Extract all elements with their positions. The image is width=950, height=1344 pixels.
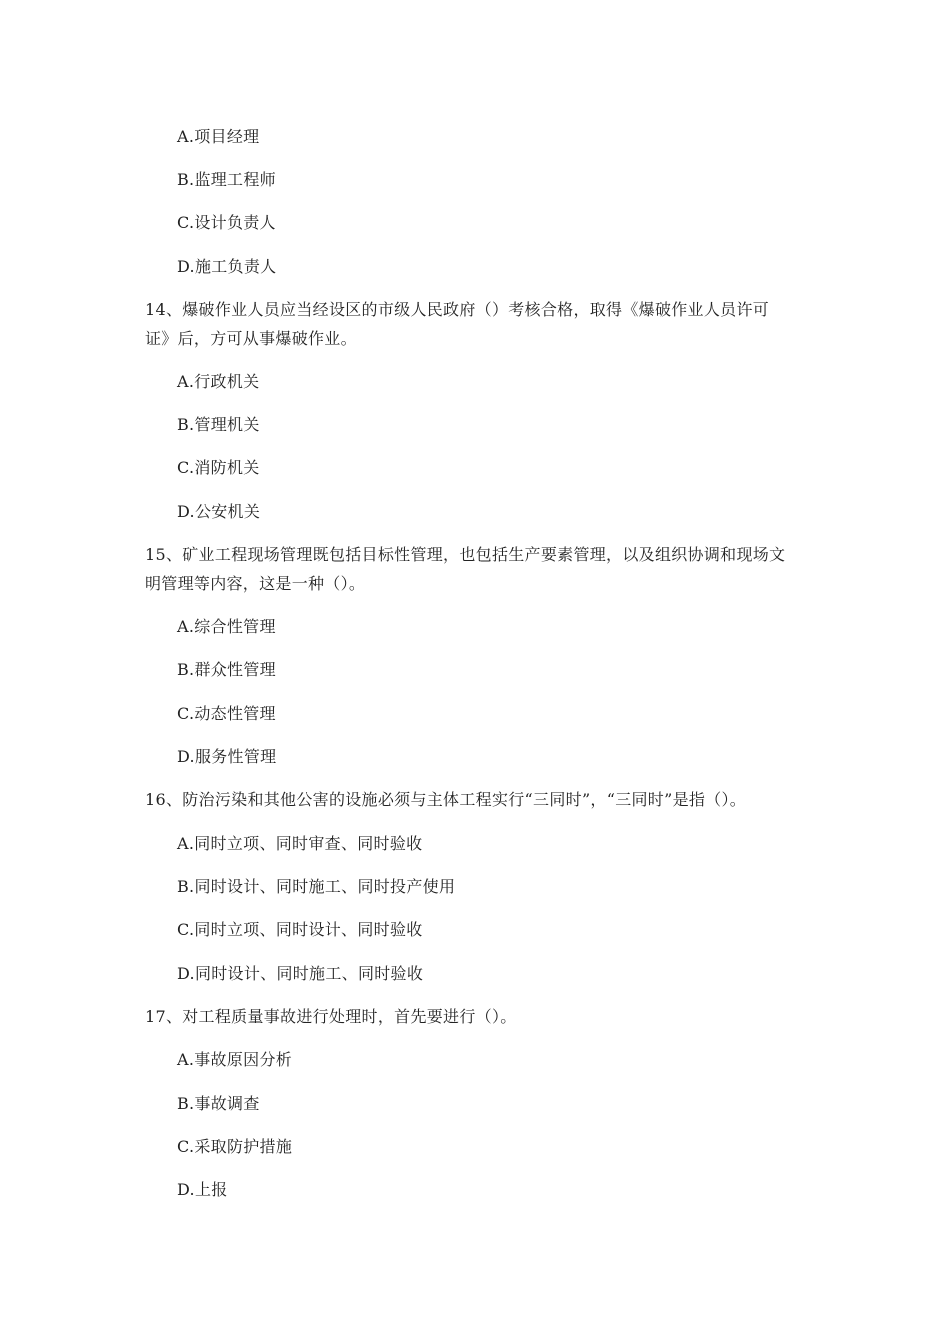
q13-option-a: A.项目经理: [177, 127, 260, 146]
q14-option-c: C.消防机关: [177, 458, 260, 477]
q17-option-b: B.事故调查: [177, 1094, 260, 1113]
q16-option-a: A.同时立项、同时审查、同时验收: [177, 834, 423, 853]
q17-option-d: D.上报: [177, 1180, 228, 1199]
q15-option-d: D.服务性管理: [177, 747, 277, 766]
q16-option-d: D.同时设计、同时施工、同时验收: [177, 964, 424, 983]
q15-stem-line1: 15、矿业工程现场管理既包括目标性管理，也包括生产要素管理，以及组织协调和现场文: [145, 545, 786, 564]
q15-option-b: B.群众性管理: [177, 660, 276, 679]
q13-option-c: C.设计负责人: [177, 213, 276, 232]
q15-option-a: A.综合性管理: [177, 617, 276, 636]
q16-stem-line1: 16、防治污染和其他公害的设施必须与主体工程实行“三同时”，“三同时”是指（）。: [145, 790, 747, 809]
q14-stem-line1: 14、爆破作业人员应当经设区的市级人民政府（）考核合格，取得《爆破作业人员许可: [145, 300, 770, 319]
q17-stem-line1: 17、对工程质量事故进行处理时，首先要进行（）。: [145, 1007, 517, 1026]
q13-option-b: B.监理工程师: [177, 170, 276, 189]
q17-option-c: C.采取防护措施: [177, 1137, 293, 1156]
q14-option-d: D.公安机关: [177, 502, 261, 521]
q14-option-b: B.管理机关: [177, 415, 260, 434]
q16-option-b: B.同时设计、同时施工、同时投产使用: [177, 877, 456, 896]
q14-stem-line2: 证》后，方可从事爆破作业。: [145, 329, 357, 348]
q15-stem-line2: 明管理等内容，这是一种（）。: [145, 574, 366, 593]
q14-option-a: A.行政机关: [177, 372, 260, 391]
q17-option-a: A.事故原因分析: [177, 1050, 293, 1069]
q15-option-c: C.动态性管理: [177, 704, 276, 723]
q13-option-d: D.施工负责人: [177, 257, 277, 276]
q16-option-c: C.同时立项、同时设计、同时验收: [177, 920, 423, 939]
